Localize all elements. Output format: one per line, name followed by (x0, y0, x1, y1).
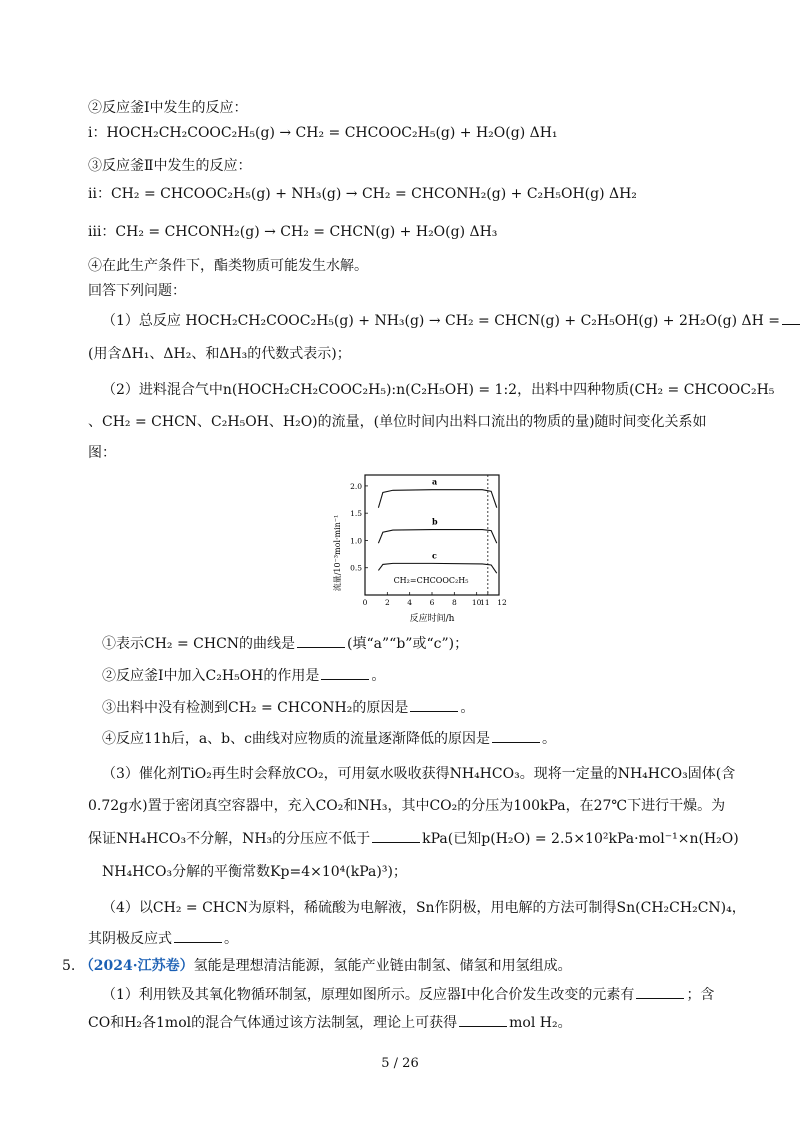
answer-blank[interactable] (321, 665, 369, 680)
answer-blank[interactable] (297, 633, 345, 648)
problem-number: 5. (62, 958, 76, 974)
subq-2-end: 。 (371, 668, 386, 684)
x-tick-label: 12 (497, 598, 507, 607)
y-tick-label: 2.0 (350, 481, 362, 491)
series-a-label: a (432, 476, 438, 487)
answer-blank[interactable] (782, 310, 800, 325)
subq-4-text: ④反应11h后，a、b、c曲线对应物质的流量逐渐降低的原因是 (102, 731, 490, 747)
y-tick-label: 1.5 (350, 509, 362, 519)
question-3-line1: （3）催化剂TiO₂再生时会释放CO₂，可用氨水吸收获得NH₄HCO₃。现将一定量的NH₄HCO₃固体(含 (102, 766, 736, 782)
question-2-line3: 图： (88, 445, 116, 461)
problem-5-header (62, 956, 572, 976)
subq-1-hint: (填“a”“b”或“c”)； (347, 636, 469, 652)
x-tick-label: 2 (384, 598, 390, 607)
problem-5-q1-unit: mol H₂。 (509, 1015, 572, 1031)
reaction-iii: ⅲ：CH₂ = CHCONH₂(g) → CH₂ = CHCN(g) + H₂O(g) ΔH₃ (88, 224, 498, 240)
question-3-line2: 0.72g水)置于密闭真空容器中，充入CO₂和NH₃，其中CO₂的分压为100kPa，在27℃下进行干燥。为 (88, 798, 726, 814)
question-2-line2: 、CH₂ = CHCN、C₂H₅OH、H₂O)的流量，(单位时间内出料口流出的物质的量)随时间变化关系如 (88, 414, 707, 430)
question-4-line2 (88, 928, 238, 949)
answer-blank[interactable] (459, 1012, 507, 1027)
x-tick-label: 6 (429, 598, 435, 607)
question-3-text: 保证NH₄HCO₃不分解，NH₃的分压应不低于 (88, 831, 371, 847)
flow-rate-chart (330, 465, 510, 625)
problem-5-q1-end: ；含 (686, 987, 715, 1003)
x-tick-label: 0 (362, 598, 368, 607)
reactor2-heading: ③反应釜Ⅱ中发生的反应： (88, 158, 252, 174)
question-2-line1: （2）进料混合气中n(HOCH₂CH₂COOC₂H₅):n(C₂H₅OH) = 1:2，出料中四种物质(CH₂ = CHCOOC₂H₅ (102, 382, 775, 398)
question-1-note: (用含ΔH₁、ΔH₂、和ΔH₃的代数式表示)； (88, 346, 351, 362)
subq-1 (102, 633, 468, 654)
subq-1-text: ①表示CH₂ = CHCN的曲线是 (102, 636, 296, 652)
answer-blank[interactable] (636, 984, 684, 999)
series-b-line (378, 530, 496, 544)
answer-prompt: 回答下列问题： (88, 283, 186, 299)
y-axis-label: 流量/10⁻³mol·min⁻¹ (333, 514, 342, 592)
problem-5-q1-text2: CO和H₂各1mol的混合气体通过该方法制氢，理论上可获得 (88, 1015, 458, 1031)
series-b-label: b (432, 516, 438, 527)
answer-blank[interactable] (372, 828, 420, 843)
problem-5-q1-line1 (102, 984, 714, 1005)
series-a-line (378, 490, 496, 508)
question-1 (102, 310, 800, 331)
reactor1-heading: ②反应釜Ⅰ中发生的反应： (88, 100, 248, 116)
answer-blank[interactable] (492, 728, 540, 743)
subq-4 (102, 728, 556, 749)
subq-3 (102, 697, 474, 718)
reaction-ii: ⅱ：CH₂ = CHCOOC₂H₅(g) + NH₃(g) → CH₂ = CHCONH₂(g) + C₂H₅OH(g) ΔH₂ (88, 186, 637, 202)
question-3-line3 (88, 828, 739, 849)
annotation-label: CH₂=CHCOOC₂H₅ (393, 576, 469, 585)
subq-4-end: 。 (541, 731, 556, 747)
question-1-text: （1）总反应 HOCH₂CH₂COOC₂H₅(g) + NH₃(g) → CH₂ = CHCN(g) + C₂H₅OH(g) + 2H₂O(g) ΔH = (102, 313, 780, 329)
answer-blank[interactable] (174, 928, 222, 943)
problem-5-intro: 氢能是理想清洁能源，氢能产业链由制氢、储氢和用氢组成。 (193, 958, 572, 974)
page-number: 5 / 26 (381, 1056, 419, 1071)
problem-5-q1-line2 (88, 1012, 572, 1033)
y-tick-label: 1.0 (350, 536, 362, 546)
question-3-given: kPa(已知p(H₂O) = 2.5×10²kPa·mol⁻¹×n(H₂O) (422, 831, 739, 847)
problem-5-q1-text: （1）利用铁及其氧化物循环制氢，原理如图所示。反应器Ⅰ中化合价发生改变的元素有 (102, 987, 635, 1003)
x-tick-label: 8 (451, 598, 457, 607)
x-tick-label: 11 (480, 598, 490, 607)
problem-source: （2024·江苏卷） (79, 958, 194, 974)
subq-3-text: ③出料中没有检测到CH₂ = CHCONH₂的原因是 (102, 700, 409, 716)
question-3-line4: NH₄HCO₃分解的平衡常数Kp=4×10⁴(kPa)³)； (102, 864, 407, 880)
series-c-line (378, 563, 496, 573)
condition-note: ④在此生产条件下，酯类物质可能发生水解。 (88, 258, 368, 274)
question-4-line1: （4）以CH₂ = CHCN为原料，稀硫酸为电解液，Sn作阴极，用电解的方法可制得Sn(CH₂CH₂CN)₄， (102, 900, 746, 916)
x-tick-label: 4 (407, 598, 413, 607)
subq-3-end: 。 (460, 700, 475, 716)
x-axis-label: 反应时间/h (409, 614, 455, 624)
question-4-text: 其阴极反应式 (88, 931, 172, 947)
subq-2-text: ②反应釜Ⅰ中加入C₂H₅OH的作用是 (102, 668, 320, 684)
subq-2 (102, 665, 385, 686)
x-tick-label: 10 (471, 598, 482, 607)
reaction-i: ⅰ：HOCH₂CH₂COOC₂H₅(g) → CH₂ = CHCOOC₂H₅(g) + H₂O(g) ΔH₁ (88, 125, 558, 141)
y-tick-label: 0.5 (350, 563, 362, 573)
answer-blank[interactable] (410, 697, 458, 712)
series-c-label: c (432, 550, 437, 561)
question-4-end: 。 (224, 931, 238, 947)
